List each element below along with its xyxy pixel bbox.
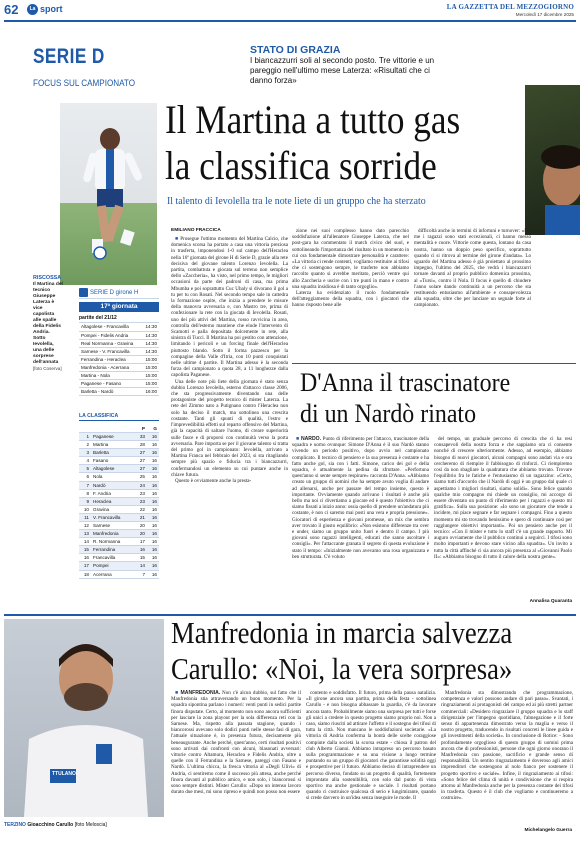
- fixture-time: 14:30: [142, 339, 159, 347]
- standings-pos: 7: [79, 481, 91, 489]
- standings-header-row: [79, 424, 159, 432]
- standings-points: 15: [135, 554, 147, 562]
- standings-header-p: P: [135, 424, 147, 432]
- caption-text: Il Martina del tecnico Giuseppe Laterza è vice capolista alle spalle della Fidelis Andria. Sotto Ievolella, una delle sorprese dell'annata: [33, 282, 63, 365]
- bullet-icon: ■: [175, 236, 181, 242]
- kicker-subtitle: I biancazzurri soli al secondo posto. Tre vittorie e un pareggio nell'ultimo mese Laterza: «Risultati che ci danno forza»: [250, 56, 435, 85]
- caption-credit: [foto Meloscia]: [74, 822, 107, 828]
- standings-row: [79, 570, 159, 578]
- header-rule: [4, 20, 576, 22]
- section-name: sport: [40, 4, 63, 14]
- standings-team: Gravina: [91, 505, 135, 513]
- fixture-row: [79, 363, 159, 371]
- sport-logo: La: [27, 4, 38, 15]
- standings-points: 24: [135, 481, 147, 489]
- standings-row: [79, 465, 159, 473]
- standings-points: 21: [135, 513, 147, 521]
- standings-team: Nardò: [91, 481, 135, 489]
- standings-row: [79, 432, 159, 440]
- standings-pos: 18: [79, 570, 91, 578]
- standings-team: Francavilla: [91, 554, 135, 562]
- standings-header-g: G: [147, 424, 159, 432]
- standings-team: Fasano: [91, 457, 135, 465]
- standings-row: [79, 441, 159, 449]
- article1-author: EMILIANO FRACCICA: [171, 228, 221, 233]
- standings-games: 16: [147, 513, 159, 521]
- standings-games: 16: [147, 570, 159, 578]
- standings-pos: 10: [79, 505, 91, 513]
- standings-points: 20: [135, 530, 147, 538]
- fixture-row: [79, 380, 159, 388]
- article2-headline-1: D'Anna il trascinatore: [300, 368, 511, 397]
- standings-team: Paganese: [91, 432, 135, 440]
- player-photo-manfredonia: [4, 619, 164, 817]
- standings-row: [79, 562, 159, 570]
- page-number: 62: [4, 2, 19, 17]
- fixture-time: 15:00: [142, 372, 159, 380]
- standings-team: Nola: [91, 473, 135, 481]
- standings-games: 16: [147, 441, 159, 449]
- standings-games: 16: [147, 562, 159, 570]
- fixture-row: [79, 372, 159, 380]
- standings-pos: 12: [79, 521, 91, 529]
- caption-title: RISCOSSA: [33, 275, 62, 281]
- standings-points: 27: [135, 457, 147, 465]
- standings-team: Manfredonia: [91, 530, 135, 538]
- standings-games: 16: [147, 497, 159, 505]
- standings-games: 16: [147, 521, 159, 529]
- standings-row: [79, 505, 159, 513]
- standings-games: 16: [147, 481, 159, 489]
- fixture-time: 15:00: [142, 363, 159, 371]
- standings-points: 25: [135, 473, 147, 481]
- matches-date: partite del 21/12: [79, 314, 159, 323]
- standings-team: Acerrana: [91, 570, 135, 578]
- standings-points: 7: [135, 570, 147, 578]
- standings-points: 27: [135, 449, 147, 457]
- standings-points: 27: [135, 465, 147, 473]
- standings-row: [79, 521, 159, 529]
- article3-headline-1: Manfredonia in marcia salvezza: [171, 615, 513, 650]
- article2-column-2: del tempo, un graduale percorso di crescita che ci ha resi consapevoli della nostra forza e che sappiamo ora ci consente nonché di crescere ulteriormente. Adesso, ad esempio, abbiamo bisogno di nuovi giocatori, alcuni compagni sono andati via e ora cercheremo di riempire il fabbisogno di rinforzi. Ci riempiremo così da non sbagliare la quadratura che abbiamo trovato. Trovare l'equilibrio fra le fatiche e l'entusiasmo di un ragazzino: «Certo, siamo tutti d'accordo che il Nardò di oggi è un gruppo dal quale ci aspettiamo i migliori risultati, siamo solidi». Sono felice quando qualche mio compagno mi chiede un consiglio, mi accorgo di essere diventato un punto di riferimento per i ragazzi e questo mi gratifica». Sulla sua posizione: «Io sono un giocatore che tende a incidere, mi piace segnare e far segnare i compagni. Fino a questo momento mi sto trovando benissimo e spero di continuare così per raggiungere obiettivi importanti». Poi un pensiero anche per il tecnico: «Con il mister e tutto lo staff c'è un grande rapporto. Mi auguro ovviamente che il pubblico continui a seguirci. I tifosi sono molto importanti e devono stare vicino alla squadra». Un invito a tutta la città affinché ci sia ancora più presenza al «Giovanni Paolo II»: «Abbiamo bisogno di tutto il calore della nostra gente».: [434, 436, 572, 560]
- headline-line-1: Il Martina a tutto gas: [165, 97, 461, 142]
- standings-pos: 16: [79, 554, 91, 562]
- standings-table: [79, 424, 159, 578]
- standings-points: 22: [135, 505, 147, 513]
- standings-row: [79, 497, 159, 505]
- kicker: STATO DI GRAZIA: [250, 44, 341, 56]
- fixture-time: 15:00: [142, 380, 159, 388]
- standings-pos: 8: [79, 489, 91, 497]
- standings-pos: 4: [79, 457, 91, 465]
- standings-pos: 14: [79, 538, 91, 546]
- fixture-row: [79, 347, 159, 355]
- article3-column-1: ■ MANFREDONIA. Non c'è alcun dubbio, sul fatto che il Manfredonia stia attraversando un buon momento. Per la squadra sipontina parlano i numeri: venti punti in sedici partite finora disputate. Certo, al momento non sono ancora sufficienti per lasciare la zona playout per la sola differenza reti con la Sarnese. Ma, rispetto alla passata stagione, quando i biancorossi avevano solo dodici punti nelle stesse fasi di gara, l'attuale situazione è, in presenza futura, decisamente più beneaugurante. Anche perché, quest'anno, certi risultati positivi sono arrivati dai confronti con alcuni, blasonati avversari: vittorie contro Altamura, Heraclea e Fidelis Andria, oltre a quelle con il Ferrandina e la Sarnese, pareggi con Fasano e Nardò. L'ultima chicca, la fresca vittoria al «Degli Ulivi» di Andria, ci sentiremo come il successo più attesa, anche perché finora davanti al pubblico amico, e non solo, i biancorossi si sono sempre distinti. Mister Carullo: «Dopo un intenso lavoro durato due mesi, mi sono ripreso e quindi non posso non essere: [171, 690, 301, 796]
- standings-games: 16: [147, 530, 159, 538]
- standings-row: [79, 457, 159, 465]
- standings-team: Ferrandina: [91, 546, 135, 554]
- standings-row: [79, 489, 159, 497]
- standings-pos: 3: [79, 449, 91, 457]
- issue-date: Mercoledì 17 dicembre 2025: [515, 12, 574, 17]
- standings-pos: 5: [79, 465, 91, 473]
- standings-team: Sarnese: [91, 521, 135, 529]
- sponsor-logo: TTULANO: [52, 771, 76, 777]
- standings-header-pos: [79, 424, 91, 432]
- standings-team: Heraclea: [91, 497, 135, 505]
- fixture-teams: Altagolese - Francavilla: [79, 323, 142, 331]
- fixture-time: 14:30: [142, 323, 159, 331]
- fixture-row: [79, 323, 159, 331]
- standings-row: [79, 481, 159, 489]
- standings-team: V. Francavilla: [91, 513, 135, 521]
- fixture-time: 14:30: [142, 331, 159, 339]
- fixture-teams: Paganese - Fasano: [79, 380, 142, 388]
- standings-pos: 2: [79, 441, 91, 449]
- standings-team: Pompei: [91, 562, 135, 570]
- fixture-time: 15:00: [142, 355, 159, 363]
- standings-points: 23: [135, 489, 147, 497]
- standings-games: 16: [147, 505, 159, 513]
- standings-row: [79, 513, 159, 521]
- standings-team: R. Normanna: [91, 538, 135, 546]
- standings-header-team: [91, 424, 135, 432]
- standings-points: 23: [135, 497, 147, 505]
- fixture-row: [79, 339, 159, 347]
- right-edge-photo: [525, 85, 580, 235]
- article2-author: Annalisa Quaranta: [529, 599, 572, 604]
- standings-pos: 6: [79, 473, 91, 481]
- standings-points: 16: [135, 546, 147, 554]
- standings-games: 16: [147, 473, 159, 481]
- standings-pos: 11: [79, 513, 91, 521]
- standings-games: 16: [147, 457, 159, 465]
- round-label: 17ª giornata: [79, 302, 159, 312]
- fixture-teams: Martina - Nola: [79, 372, 142, 380]
- standings-games: 16: [147, 489, 159, 497]
- caption-title: TERZINO: [4, 822, 26, 828]
- fixture-time: 14:30: [142, 347, 159, 355]
- newspaper-name: LA GAZZETTA DEL MEZZOGIORNO: [446, 3, 574, 11]
- standings-points: 28: [135, 441, 147, 449]
- photo-caption-2: [4, 822, 107, 828]
- article1-column-2: zione nei suoi complesso hanno dato parecchio soddisfazione all'allenatore Giuseppe Laterza, che nel post-gara ha commentato il match civico del suol, e sottolineando l'importanza del risultato in un momento in cui ora fondamentale dimostrare personalità e carattere: «La vittoria ci rende contenti, vogliamo restituire ai tifosi che ci sostengono sempre, le trasferte non abbiamo raccolto quanto si avrebbe meritato, perciò ventre qui allo Zaccheria e uscire con i tre punti in mano e contro una squadra insidiosa è di tanto orgoglio». Laterza ha evidenziato il ruolo fondamentale dell'atteggiamento della squadra, con i giocatori che hanno risposto bene alle: [292, 228, 409, 309]
- headline-line-2: la classifica sorride: [165, 143, 437, 188]
- standings-team: Altagolese: [91, 465, 135, 473]
- standings-pos: 9: [79, 497, 91, 505]
- standings-row: [79, 473, 159, 481]
- league-title: SERIE D: [33, 45, 105, 68]
- standings-pos: 15: [79, 546, 91, 554]
- fixture-teams: Real Normanna - Gravina: [79, 339, 142, 347]
- standings-games: 16: [147, 465, 159, 473]
- standings-team: Martina: [91, 441, 135, 449]
- fixture-row: [79, 355, 159, 363]
- standings-points: 33: [135, 432, 147, 440]
- standings-row: [79, 546, 159, 554]
- standings-games: 16: [147, 554, 159, 562]
- fixture-teams: Sarnese - V. Francavilla: [79, 347, 142, 355]
- article3-column-2: contento e soddisfatto. Il futuro, prima della pausa natalizia. «Il girone ancora una partita, prima della festa - sottolinea Carullo - e non bisogna abbassare la guardia, c'è da lavorare ancora tanto. Probabilmente siamo una sorpresa per tutti e forse gli unici a credere in questo progetto siamo proprio noi. Non a caso, siamo riusciti ad attirare l'affetto e il sostegno dei tifosi di tutta la città. Non mancano le soddisfazioni societarie. «La vittoria di Andria conferma la bontà delle scelte coraggiose compiute dalla società la scorsa estate - chiosa il patron del club Alberto Giannì. Abbiamo intrapreso un percorso basato sulla programmazione e su una visione a lungo termine puntando su un gruppo di giocatori che garantisse solidità oggi e prospettive per il futuro. Abbiamo deciso di intraprendere un percorso diverso, fondato su un progetto di qualità, fortemente improntato alla sostenibilità, con solo dal punto di vista sportivo ma anche gestionale e sociale. I risultati portano quando ci costruisce qualcosa di serio e lungimirante, quando si crede davvero in un'idea senza inseguire le mode. Il: [306, 690, 436, 802]
- standings-team: F. Andria: [91, 489, 135, 497]
- standings-games: 16: [147, 432, 159, 440]
- caption-credit: [foto Coserva]: [33, 366, 62, 371]
- article2-headline-2: di un Nardò rinato: [300, 399, 477, 428]
- standings-pos: 13: [79, 530, 91, 538]
- standings-points: 20: [135, 521, 147, 529]
- bullet-icon: ■: [175, 690, 181, 696]
- player-portrait-icon: [4, 619, 164, 817]
- fixture-teams: Barletta - Nardò: [79, 388, 142, 396]
- standings-row: [79, 554, 159, 562]
- serie-d-icon: [79, 288, 88, 297]
- caption-text: Gioacchino Carullo: [27, 822, 74, 828]
- fixture-teams: Ferrandina - Heraclea: [79, 355, 142, 363]
- fixture-row: [79, 388, 159, 396]
- standings-pos: 17: [79, 562, 91, 570]
- article3-headline-2: Carullo: «Noi, la vera sorpresa»: [171, 651, 513, 686]
- standings-points: 17: [135, 538, 147, 546]
- competition-header: [79, 287, 159, 299]
- standings-pos: 1: [79, 432, 91, 440]
- standings-row: [79, 538, 159, 546]
- sidebar-box: [79, 287, 159, 607]
- competition-name: SERIE D girone H: [90, 289, 139, 296]
- article3-author: Michelangelo Guerra: [524, 828, 572, 833]
- league-subtitle: FOCUS SUL CAMPIONATO: [33, 78, 136, 88]
- player-photo-martina: [60, 103, 157, 285]
- deck: Il talento di Ievolella tra le note liete di un gruppo che ha sterzato: [167, 195, 426, 207]
- standings-points: 14: [135, 562, 147, 570]
- standings-games: 16: [147, 538, 159, 546]
- article3-column-3: Manfredonia sta dimostrando che programmazione, competenza e valori possono andare di pari passo». Svantati, i ringraziamenti ai protagonisti del campo ed ai più stretti partner commerciali: «Desidero ringraziare il gruppo squadra e lo staff dirigenziale per l'impegno quotidiano, l'abnegazione e il forte senso di appartenenza dimostrato verso la maglia e verso il nostro progetto, traducendo in risultati concreti le linee guida e gli investimenti della società». In conclusione di Rotice: - Sono profondamente orgoglioso di questo gruppo di uomini prima ancora che di professionisti, persone che ogni giorno onorano il Manfredonia con passione, sacrificio e grande senso di responsabilità. Un sentito ringraziamento è doveroso agli amici imprenditori che sostengono al nolo fianco per sostenere il progetto sportivo e sociale». Infine, il ringraziamento ai tifosi: «Sono felice del clima di unità e condivisione che si respira attorno al Manfredonia anche per la presenza costante dei tifosi in trasferta. Questo è il club che vogliamo e continueremo a costruire».: [441, 690, 573, 802]
- fixtures-table: [79, 323, 159, 396]
- bullet-icon: ■: [296, 436, 301, 442]
- photo-caption: [33, 275, 63, 372]
- fixture-time: 16:00: [142, 388, 159, 396]
- article2-column-1: ■ NARDÒ. Punto di riferimento per l'attacco, trascinatore della squadra e uomo ovunque: Simone D'Anna è il suo Nardò stanno vivendo un periodo positivo, dopo avvio nel campionato complicato. Il tecnico di pensiero e la sua presenza è costante e ha fatto anche gol, sia con i fatti. Simone, carico dei gol e della squadra, è attualmente la pedina da sfruttare. «Perfortuna quest'anno si sente sempre respirare» racconta D'Anna. «Abbiamo creato un gruppo di uomini che ha sempre avuto voglia di andare ad allenarsi, anche per passare del tempo insieme, questo è importante. Ovviamente quando arrivano i risultati è anche più bello ma noi ci divertiamo a giocare ed è questo l'obiettivo che ci siamo fissati a inizio anno: ossia quello di prendere un'andatura più costante, è non ci saremo mai posti una vera e propria pressione». Giocatori di esperienza e giovani promesse, un mix che sembra aver trovato il giusto equilibrio: «Non esistono differenze tra over e under, siamo un gruppo unito fuori e dentro il campo. I più giovani sono ragazzi intelligenti, educati che sanno ascoltare i consigli». Per l'attaccante granata il segreto di questa evoluzione è stato il tempo: «Inizialmente non avevamo una rosa organizzata e ben strutturata. C'è voluto: [292, 436, 429, 560]
- fixture-teams: Manfredonia - Acerrana: [79, 363, 142, 371]
- article2-rule: [292, 363, 576, 364]
- standings-row: [79, 449, 159, 457]
- face-icon: [525, 85, 580, 235]
- player-figure-icon: [60, 103, 157, 285]
- article1-column-3: difficoltà anche in termini di infortuni e turnover: «Per me i ragazzi sono stati eccezionali, ci hanno messo mentalità e cuore. Vittorie come questa, lontano da casa nostra, hanno un doppio peso specifico, soprattutto quando ci si ritrova al termine del girone d'andata». Lo sguardo del Martina adesso è già proiettato al prossimo impegno, l'ultimo del 2025, che vedrà i biancazzurri tornare davanti al proprio pubblico domenica prossima, al «Tursi», contro il Nola. Il focus è quello di chiudere l'anno solare dando continuità a un percorso che sta restituendo entusiasmo all'ambiente e consapevolezza alla squadra, oltre che per lanciare un segnale forte al campionato.: [414, 228, 531, 309]
- standings-games: 16: [147, 449, 159, 457]
- fixture-teams: Pompei - Fidelis Andria: [79, 331, 142, 339]
- standings-row: [79, 530, 159, 538]
- article1-column-1: ■ Prosegue l'ottimo momento del Martina Calcio, che domenica scorsa ha portato a casa una vittoria preziosa in trasferta, imponendosi 1-0 sul campo dell'Heraclea nella 16ª giornata del girone H di Serie D, grazie alla rete decisiva del giovane talento Lorenzo Ievolella. La partita, combattuta e giocata sul terreno non semplice dello «Zaccheria», ha visto, nel primo tempo, le migliori occasioni da parte dei padroni di casa, ma prima Mbumba e poi soprattutto Cuc Ubaly si divorano il gol a tu per tu con Rosati. Nel secondo tempo sale in cattedra la formazione ospite, che inizia a prendere le misure della manovra avversaria e, con Mastro tre, prima di confezionare la rete con la giocata di Ievolella. Rosati, uno dei più attivi del Martina, rosso ravvicina in area, controlla dell'esterno mantiene che elude l'intervento di Scamotti e palla depositata dolcemente in rete, alla sinistra di Tucci. Il Martina ha poi gestito con attenzione, limitando i pericoli e un forcing finale dell'Heraclea piuttosto blando. Sotto il forma pazzesco per la compagine della Valle d'Itria, con 10 punti conquistati nelle ultime 4 partite. Il Martina adesso è la seconda forza del campionato a quota 28, a 11 lunghezze dalla capolista Paganese. Una delle note più liete della giornata è stato senza dubbio Lorenzo Ievolella, esterno d'attacco classe 2006, che sta progressivamente diventando una delle protagoniste del progetto tecnico di mister Laterza. La rete del Zimmo nato a Putignano contro l'Heraclea non solo ha deciso il match, ma sottolinea una crescita costante. Tanti gli spunti di qualità, l'estro e l'imprevedibilità effetti sul reparto offensivo del Martina, già la capacità di saltare l'uomo, di creare superiorità sulle fasce e di proporsi con continuità verso la porta avversaria. Pare importa se per il giovane talento si tratta del primo gol in campionato: Ievolella, arrivato a Martina Franca nel febbraio del 2023, si sta ritagliando sempre più spazio e fiducia tra i biancazzurri, confermandosi un elemento su cui puntare anche in chiave futura. Questo è ovviamente anche la presta-: [171, 236, 288, 484]
- standings-games: 16: [147, 546, 159, 554]
- standings-team: Barletta: [91, 449, 135, 457]
- standings-title: LA CLASSIFICA: [79, 413, 159, 421]
- fixture-row: [79, 331, 159, 339]
